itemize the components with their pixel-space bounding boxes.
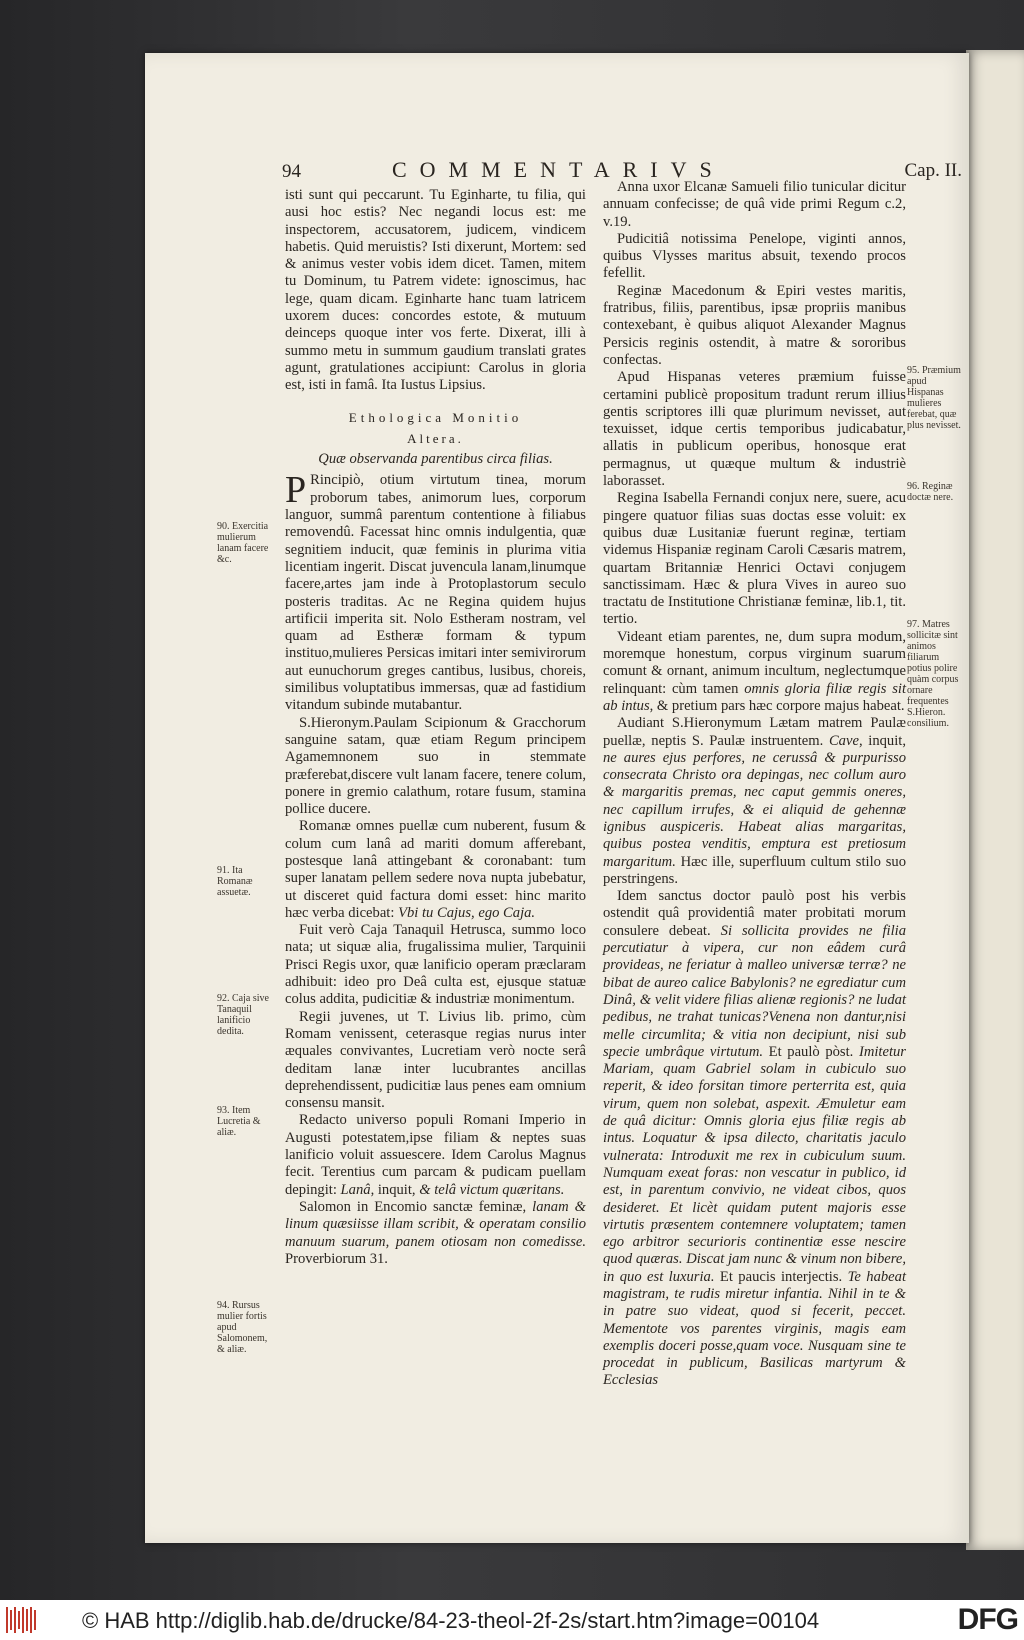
right-paragraph-8-quote-b: Imitetur Mariam, quam Gabriel solam in cubiculo suo reperit, & ideo forsitan timore perterrita est, quia virum, quem non solebat, aspexit. Æmuletur eam de quâ dicitur: Omnis gloria ejus filiæ regis ab intus. Loquatur & ipsa dilecto, charitatis jaculo vulnerata: Introduxit me rex in cubiculum suum. Numquam exeat foras: non vescatur in publico, id est, in parentum convivio, ne videat cibos, quos desideret. Et licèt quidam putent majoris esse virtutis præsentem contemnere voluptatem; tamen ego arbitror securioris continentiæ esse nescire quod quæras. Discat jam nunc & vinum non bibere, in quo est luxuria. (603, 1043, 906, 1285)
left-paragraph-7 (285, 1112, 586, 1198)
right-paragraph-4: Apud Hispanas veteres præmium fuisse certamini publicè propositum tradunt rerum illius gentis scriptores illi quæ plurimum nevisset, aut texuisset, idque certis temporibus judicabatur, allatis in publicum operibus, honosque erat permagnus, ut quæque multum & industriè laborasset. (603, 369, 906, 490)
barcode-icon (6, 1607, 42, 1633)
right-paragraph-7-quote-b: ne aures ejus perfores, ne cerussâ & purpurisso consecrata Christo ora depingas, nec collum auro & margaritis premas, nec caput gemmis oneres, nec capillum irrufes, & ei aliquid de gehennæ ignibus auspiceris. Habeat alias margaritas, quibus postea venditis, emptura est pretiosum margaritum. (603, 749, 906, 870)
right-paragraph-8 (603, 888, 906, 1390)
right-paragraph-2: Pudicitiâ notissima Penelope, viginti annos, quibus Vlysses maritus absuit, texendo procos fefellit. (603, 230, 906, 282)
book-page (145, 53, 969, 1543)
left-paragraph-2 (285, 469, 586, 714)
right-paragraph-8-end: Et paucis interjectis. (719, 1268, 843, 1285)
right-paragraph-8-mid: Et paulò pòst. (768, 1043, 854, 1060)
right-paragraph-5: Regina Isabella Fernandi conjux nere, suere, acu pingere quatuor filias suas doctas esse voluit: ex quibus duæ Lusitaniæ fuerunt reginæ, tertiam videmus Hispaniæ reginam Caroli Cæsaris matrem, quartam Britanniæ Henrici Octavi conjugem sanctissimam. Hæc & plura Vives in aureo suo tractatu de Institutione Christianæ feminæ, lib.1, tit. tertio. (603, 490, 906, 628)
left-paragraph-4 (285, 818, 586, 922)
facing-page-edge (966, 50, 1024, 1550)
right-column (603, 179, 906, 1390)
section-subheading: Altera. (407, 430, 464, 446)
left-paragraph-8-text: Salomon in Encomio sanctæ feminæ, (299, 1198, 527, 1215)
right-paragraph-7-mid: , inquit, (858, 732, 906, 749)
margin-note-91: 91. Ita Romanæ assuetæ. (217, 865, 253, 898)
right-paragraph-7 (603, 715, 906, 888)
right-paragraph-6-end: , & pretium pars hæc corpore majus habeat. (649, 697, 905, 714)
right-paragraph-6-text: Videant etiam parentes, ne, dum supra modum, moremque honestum, corpus virginum suarum comunt & ornant, animum incultum, neglectumque relinquant: cùm tamen (603, 628, 906, 697)
margin-note-92: 92. Caja sive Tanaquil lanificio dedita. (217, 993, 269, 1037)
right-paragraph-8-text: Idem sanctus doctor paulò post his verbis ostendit quâ providentiâ mater probitati morum consulere debeat. (603, 888, 906, 939)
left-paragraph-4-text: Romanæ omnes puellæ cum nuberent, fusum & colum cum lanâ ad mariti domum afferebant, postesque lanâ attingebant & coronabant: tum super lanatam pellem sedere nova nupta jubebatur, ut disceret quid factura domi esset: hinc marito hæc verba dicebat: (285, 818, 586, 921)
margin-note-97: 97. Matres sollicitæ sint animos filiarum potius polire quàm corpus ornare frequentes S.Hieron. consilium. (907, 619, 959, 729)
right-paragraph-7-text: Audiant S.Hieronymum Lætam matrem Paulæ puellæ, neptis S. Paulæ instruentem. (603, 715, 906, 749)
right-paragraph-8-quote-a: Si sollicita provides ne filia percutiatur à vipera, cur non eâdem curâ provideas, ne feriatur à malleo universæ terræ? ne bibat de aureo calice Babylonis? ne egrediatur cum Dinâ, & velit videre filias alienæ regionis? ne ludat pedibus, ne trahat tunicas?Venena non dantur,nisi melle circumlita; & vitia non decipiunt, nisi sub specie umbrâque virtutum. (603, 922, 906, 1060)
right-paragraph-6-quote: omnis gloria filiæ regis sit ab intus (603, 680, 906, 714)
running-title: COMMENTARIVS (392, 157, 725, 182)
right-paragraph-1: Anna uxor Elcanæ Samueli filio tunicular dicitur annuam confecisse; de quâ vide primi Regum c.2, v.19. (603, 179, 906, 230)
margin-note-95: 95. Præmium apud Hispanas mulieres ferebat, quæ plus nevisset. (907, 365, 961, 431)
chapter-label: Cap. II. (904, 160, 962, 181)
footer-bar (0, 1600, 1024, 1640)
left-column (285, 187, 586, 1268)
margin-note-90: 90. Exercitia mulierum lanam facere &c. (217, 521, 269, 565)
section-heading: Ethologica Monitio (348, 409, 523, 425)
page-number: 94 (282, 161, 301, 182)
left-paragraph-5: Fuit verò Caja Tanaquil Hetrusca, summo loco nata; ut siquæ alia, frugalissima mulier, Tarquinii Prisci Regis uxor, quæ lanificio operam præclaram adhibuit: ideo pro Deâ culta est, ejusque statuæ colus addita, pudicitiæ & industriæ monimentum. (285, 922, 586, 1008)
left-paragraph-8-end: Proverbiorum 31. (285, 1250, 388, 1267)
right-paragraph-3: Reginæ Macedonum & Epiri vestes maritis, fratribus, filiis, parentibus, ipsæ propriis manibus contexebant, è quibus aliquot Alexander Magnus Persicis reginis ostendit, à matre & sororibus confectas. (603, 282, 906, 368)
margin-note-96: 96. Reginæ doctæ nere. (907, 481, 954, 503)
left-paragraph-7-text: Redacto universo populi Romani Imperio in Augusti potestatem,ipse filiam & neptes suas lanificio voluit assuescere. Idem Carolus Magnus fecit. Terentius cum parcam & pudicam puellam depingit: (285, 1112, 586, 1198)
drop-cap: P (285, 469, 307, 512)
left-paragraph-7-quote-a: Lanâ (340, 1181, 371, 1198)
left-paragraph-8 (285, 1199, 586, 1268)
left-paragraph-3: S.Hieronym.Paulam Scipionum & Gracchorum sanguine satam, quæ etiam Regum principem Agamemnonem suo in stemmate præferebat,discere vult lanam facere, tenere colum, ponere in gremio calathum, rotare fusum, stamina pollice ducere. (285, 714, 586, 818)
right-paragraph-7-quote-a: Cave (828, 732, 859, 749)
left-paragraph-7-quote-b: & telâ victum quæritans. (419, 1181, 565, 1198)
right-paragraph-8-quote-c: Te habeat magistram, te rudis miretur infantia. Nihil in te & in patre suo videat, quod si fecerit, peccet. Mementote vos parentes virginis, magis eam exemplis doceri posse,quam voce. Nusquam sine te procedat in publicum, Basilicas martyrum & Ecclesias (603, 1268, 906, 1389)
right-paragraph-6 (603, 629, 906, 715)
section-caption: Quæ observanda parentibus circa filias. (318, 451, 553, 468)
right-paragraph-7-end: Hæc ille, superfluum cultum stilo suo perstringens. (603, 853, 906, 887)
left-paragraph-4-quote: Vbi tu Cajus, ego Caja. (398, 904, 536, 921)
left-paragraph-2-text: Rincipiò, otium virtutum tinea, morum proborum tabes, animorum lues, corporum languor, summâ parentum contentione à filiabus removendû. Facessat hinc omnis indulgentia, quæ segnitiem inducit, quæ feminis in plurima vitia licentiam ingerit. Discat juvencula lanam,linumque facere,artes jam inde à Protoplastorum seculo posteris traditas. Ac ne Regina quidem hujus artificii imperita sit. Nolo Estheram nostram, vel quam ad Estheræ formam & typum instituo,mulieres Persicas imitari inter semivirorum aut eunuchorum greges cantibus, lusibus, choreis, similibus voluptatibus immersas, quæ ad fastidium vitandum subinde mutabantur. (285, 472, 586, 714)
margin-note-93: 93. Item Lucretia & aliæ. (217, 1105, 261, 1138)
left-paragraph-8-quote: lanam & linum quæsiisse illam scribit, & operatam consilio manuum suarum, panem otiosam non comedisse. (285, 1198, 586, 1250)
left-paragraph-7-mid: , inquit, (370, 1181, 416, 1198)
left-paragraph-1: isti sunt qui peccarunt. Tu Eginharte, tu filia, qui ausi hoc estis? Nec negandi locus est: me inspectorem, accusatorem, judicem, vindicem habetis. Quid meruistis? Isti dixerunt, Mortem: sed & animus vester vobis idem dicet. Tamen, mitem tu Dominum, tu Patrem videte: ignoscimus, hac lege, quam dicam. Eginharte hanc tuam latricem uxorem duces: concordes estote, & mutuum deinceps quoque inter vos ferte. Dixerat, illi à summo metu in summum gaudium translati grates agunt, gratulationes accipiunt: Carolus in gloria est, isti in famâ. Ita Iustus Lipsius. (285, 187, 586, 394)
left-paragraph-6: Regii juvenes, ut T. Livius lib. primo, cùm Romam venissent, ceterasque regias nurus inter æquales convivantes, Lucretiam verò nocte serâ deditam lanæ inter lucubrantes ancillas deprehendissent, pudicitiæ laus penes eam omnium consensu mansit. (285, 1008, 586, 1112)
dfg-logo: DFG (957, 1603, 1018, 1636)
margin-note-94: 94. Rursus mulier fortis apud Salomonem, & aliæ. (217, 1300, 268, 1355)
copyright-link[interactable]: © HAB http://diglib.hab.de/drucke/84-23-theol-2f-2s/start.htm?image=00104 (82, 1608, 820, 1633)
